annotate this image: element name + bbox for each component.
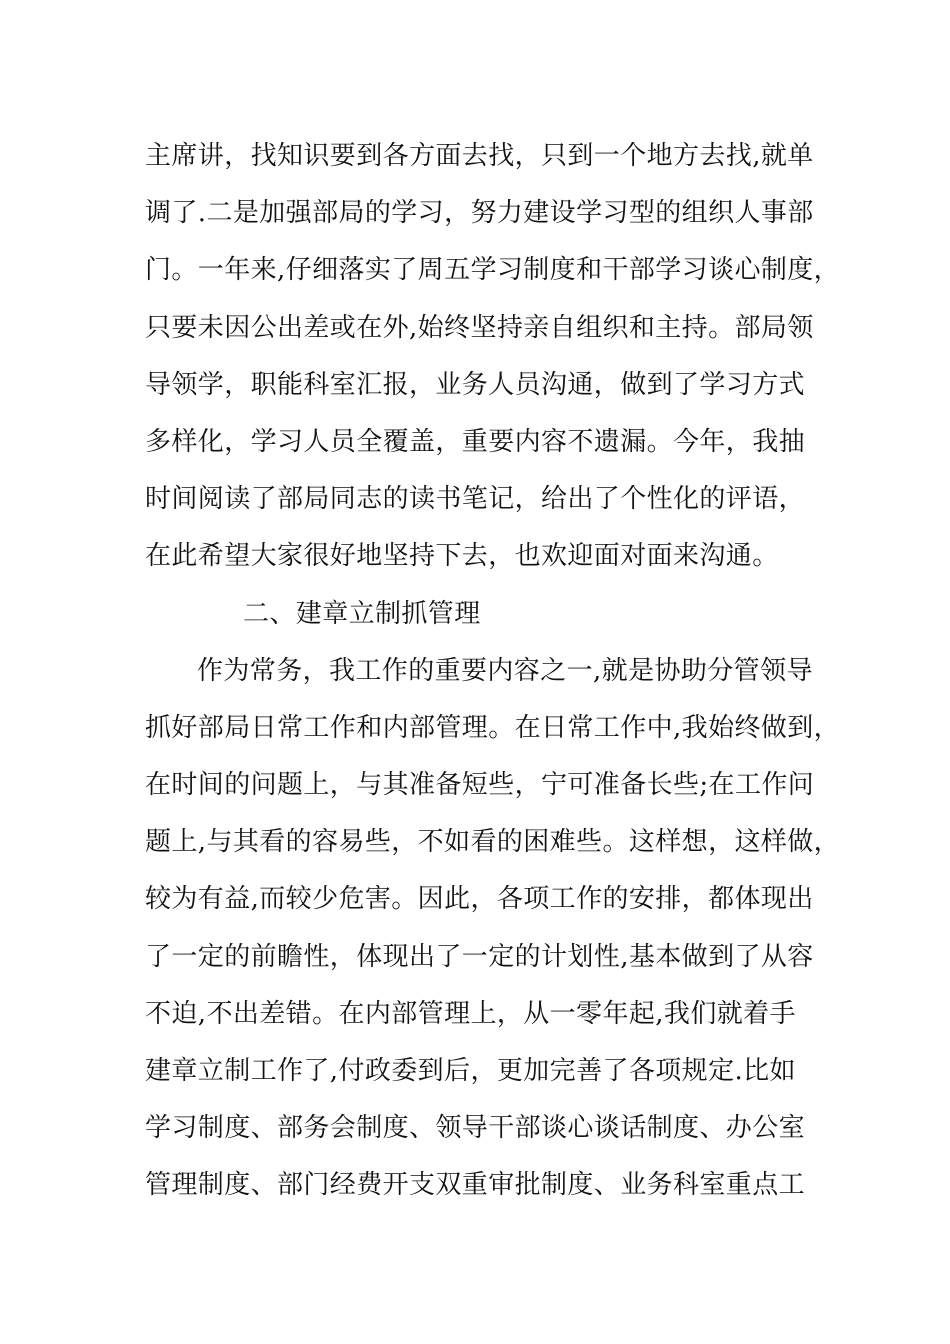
text-line: 不迫,不出差错。在内部管理上，从一零年起,我们就着手 <box>145 998 796 1029</box>
text-line: 管理制度、部门经费开支双重审批制度、业务科室重点工 <box>145 1170 806 1201</box>
text-line: 在此希望大家很好地坚持下去，也欢迎面对面来沟通。 <box>145 541 779 572</box>
text-line: 抓好部局日常工作和内部管理。在日常工作中,我始终做到， <box>145 712 841 743</box>
text-line: 题上,与其看的容易些，不如看的困难些。这样想，这样做， <box>145 827 841 858</box>
section-heading: 二、建章立制抓管理 <box>243 598 481 629</box>
paragraph-first-line: 作为常务，我工作的重要内容之一,就是协助分管领导 <box>197 655 813 686</box>
text-line: 主席讲，找知识要到各方面去找，只到一个地方去找,就单 <box>145 141 814 171</box>
text-line: 了一定的前瞻性，体现出了一定的计划性,基本做到了从容 <box>145 941 814 972</box>
text-line: 调了.二是加强部局的学习，努力建设学习型的组织人事部 <box>145 198 814 229</box>
text-line: 较为有益,而较少危害。因此，各项工作的安排，都体现出 <box>145 884 814 915</box>
text-line: 多样化，学习人员全覆盖，重要内容不遗漏。今年，我抽 <box>145 426 806 457</box>
text-line: 时间阅读了部局同志的读书笔记，给出了个性化的评语， <box>145 484 806 515</box>
text-line: 学习制度、部务会制度、领导干部谈心谈话制度、办公室 <box>145 1113 806 1144</box>
body-text <box>145 128 841 1215</box>
text-line: 只要未因公出差或在外,始终坚持亲自组织和主持。部局领 <box>145 312 814 343</box>
text-line: 在时间的问题上，与其准备短些，宁可准备长些;在工作问 <box>145 770 815 801</box>
text-line: 建章立制工作了,付政委到后，更加完善了各项规定.比如 <box>145 1056 796 1086</box>
text-line: 门。一年来,仔细落实了周五学习制度和干部学习谈心制度， <box>145 255 841 286</box>
text-line: 导领学，职能科室汇报，业务人员沟通，做到了学习方式 <box>145 369 806 400</box>
